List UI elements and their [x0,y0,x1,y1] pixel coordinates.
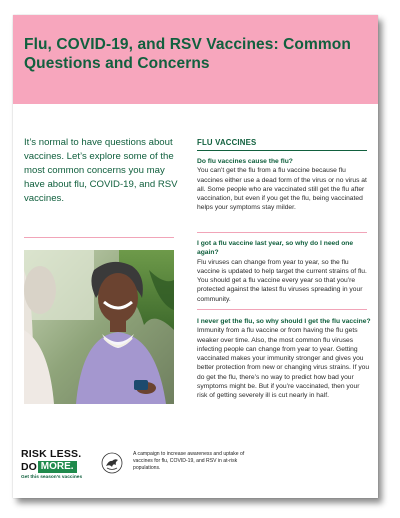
photo-women-smiling [24,250,174,404]
campaign-logo [21,449,101,480]
logo-tagline: Get this season’s vaccines [21,475,83,480]
answer: You can’t get the flu from a flu vaccine because flu vaccines either use a dead form of the virus or no virus at all. Some people who are vaccinated still get the flu after vaccination, but even if you get the flu, being vaccinated helps your symptoms stay milder. [197,167,367,212]
logo-risk-less: RISK LESS. [21,448,82,460]
qa-item [197,239,371,304]
document-page [13,15,378,498]
qa-divider [197,309,367,310]
logo-more: MORE. [38,461,77,473]
question: Do flu vaccines cause the flu? [197,158,293,165]
intro-divider [24,237,174,238]
hhs-eagle-icon [101,452,123,474]
section-title-flu-vaccines: FLU VACCINES [197,138,257,147]
logo-do-more [21,461,101,473]
question: I never get the flu, so why should I get the flu vaccine? [197,318,371,325]
qa-divider [197,232,367,233]
section-rule [197,150,367,151]
answer: Flu viruses can change from year to year, so the flu vaccine is updated to help target the current strains of flu. You should get a flu vaccine every year so that you’re protected against the latest flu viruses spreading in your community. [197,258,367,303]
header-banner [13,15,378,104]
qa-item [197,157,371,213]
qa-item [197,317,371,401]
question: I got a flu vaccine last year, so why do I need one again? [197,240,354,257]
campaign-description: A campaign to increase awareness and uptake of vaccines for flu, COVID-19, and RSV in at-risk populations. [133,451,245,471]
intro-text: It’s normal to have questions about vaccines. Let’s explore some of the most common concerns you may have about flu, COVID-19, and RSV vaccines. [24,137,178,204]
answer: Immunity from a flu vaccine or from having the flu gets weaker over time. Also, the most common flu viruses infecting people can change from year to year. Getting vaccinated makes your immunity stronger and gives you better protection from new or changing virus strains. If you do get the flu, there’s no way to predict how bad your symptoms might be. But if you’re vaccinated, then your risk of getting severely ill is cut nearly in half. [197,327,370,400]
logo-do: DO [21,461,37,473]
page-title: Flu, COVID-19, and RSV Vaccines: Common Questions and Concerns [24,36,351,72]
